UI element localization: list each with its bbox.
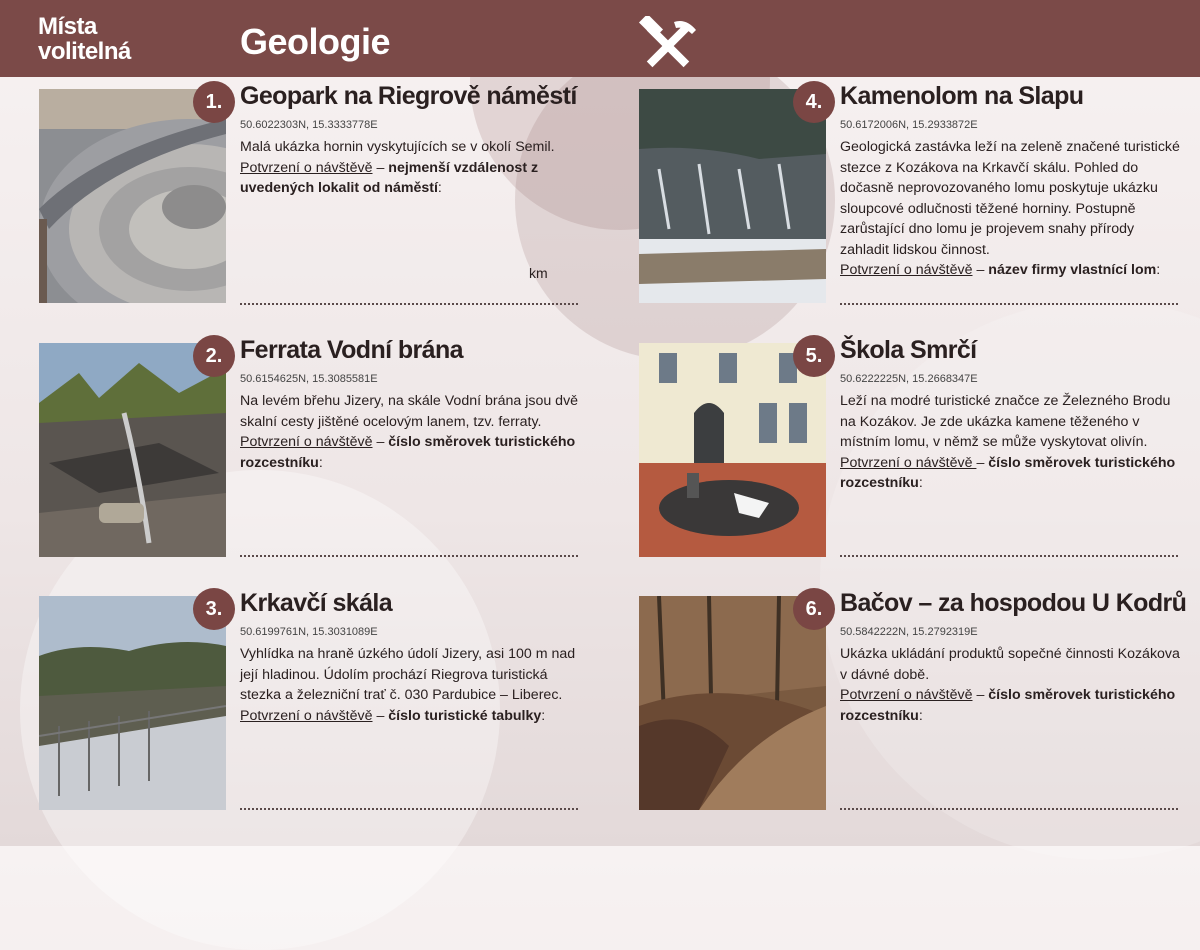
entry-title: Škola Smrčí (840, 336, 977, 364)
entry-title: Bačov – za hospodou U Kodrů (840, 589, 1187, 617)
answer-line[interactable] (240, 808, 578, 810)
page-header (0, 0, 1200, 77)
unit-label: km (529, 265, 548, 281)
description-text: Malá ukázka hornin vyskytujících se v okolí Semil. (240, 139, 555, 155)
entry-number: 2. (193, 335, 235, 377)
entry-number: 4. (793, 81, 835, 123)
page-title: Geologie (240, 21, 391, 62)
entry-description (840, 391, 1180, 494)
entry-coordinates: 50.6022303N, 15.3333778E (240, 119, 378, 131)
photo-ferrata (39, 343, 226, 557)
confirmation-question: název firmy vlastnící lom (988, 262, 1157, 278)
colon: : (918, 707, 923, 724)
entry-5 (639, 329, 1199, 549)
entry-number: 1. (193, 81, 235, 123)
entry-coordinates: 50.6172006N, 15.2933872E (840, 119, 978, 131)
entry-title: Ferrata Vodní brána (240, 336, 463, 364)
entry-coordinates: 50.6154625N, 15.3085581E (240, 373, 378, 385)
colon: : (1156, 262, 1161, 278)
entry-coordinates: 50.6199761N, 15.3031089E (240, 626, 378, 638)
colon: : (318, 454, 323, 471)
description-text: Geologická zastávka leží na zeleně značené turistické stezce z Kozákova na Krkavčí skálu. Pohled do dočasně neprovozovaného lomu poskytuje ukázku sloupcové odlučnosti těžené horniny. Postupně zarůstající dno lomu je projevem snahy přírody zahladit lidskou činnost. (840, 139, 1180, 258)
answer-line[interactable] (840, 555, 1178, 557)
colon: : (918, 475, 923, 491)
entry-4 (639, 75, 1199, 295)
description-text: Vyhlídka na hraně úzkého údolí Jizery, asi 100 m nad její hladinou. Údolím prochází Riegrova turistická stezka a železniční trať č. 030 Pardubice – Liberec. (240, 646, 576, 703)
section-label-line1: Místa (38, 13, 97, 40)
colon: : (437, 180, 442, 196)
entry-title: Krkavčí skála (240, 589, 393, 617)
answer-line[interactable] (240, 555, 578, 557)
entry-number: 3. (193, 588, 235, 630)
dash: – (372, 707, 389, 724)
visit-confirmation-label: Potvrzení o návštěvě (840, 454, 977, 471)
dash: – (372, 159, 389, 176)
dash: – (972, 262, 989, 278)
confirmation-question: číslo směrovek turistického rozcestníku (240, 434, 576, 471)
entry-6 (639, 582, 1199, 802)
entry-description (840, 137, 1180, 281)
hammer-and-pick-icon (638, 16, 698, 76)
entry-number: 6. (793, 588, 835, 630)
entry-1 (39, 75, 599, 295)
description-text: Na levém břehu Jizery, na skále Vodní brána jsou dvě skalní cesty jištěné ocelovým lanem, tzv. ferraty. (240, 393, 579, 430)
entry-title: Geopark na Riegrově náměstí (240, 82, 577, 110)
photo-krkavci-skala (39, 596, 226, 810)
entry-description (840, 644, 1180, 726)
section-label (38, 14, 131, 64)
answer-line[interactable] (840, 303, 1178, 305)
photo-geopark-square (39, 89, 226, 303)
entry-coordinates: 50.5842222N, 15.2792319E (840, 626, 978, 638)
entry-description (240, 137, 580, 199)
photo-bacov (639, 596, 826, 810)
visit-confirmation-label: Potvrzení o návštěvě (840, 687, 973, 703)
answer-line[interactable] (840, 808, 1178, 810)
entry-3 (39, 582, 599, 802)
confirmation-question: číslo směrovek turistického rozcestníku (840, 454, 1176, 491)
confirmation-question: nejmenší vzdálenost z uvedených lokalit od náměstí (240, 159, 539, 196)
photo-kamenolom (639, 89, 826, 303)
entry-2 (39, 329, 599, 549)
colon: : (541, 707, 546, 724)
visit-confirmation-label: Potvrzení o návštěvě (240, 434, 373, 450)
description-text: Ukázka ukládání produktů sopečné činnosti Kozákova v dávné době. (840, 646, 1180, 683)
entry-description (240, 391, 580, 473)
visit-confirmation-label: Potvrzení o návštěvě (240, 159, 373, 176)
answer-line[interactable] (240, 303, 578, 305)
photo-skola-smrci (639, 343, 826, 557)
confirmation-question: číslo směrovek turistického rozcestníku (840, 687, 1176, 724)
description-text: Leží na modré turistické značce ze Železného Brodu na Kozákov. Je zde ukázka kamene těženého v místním lomu, v němž se může vyskytovat olivín. (840, 393, 1171, 450)
entry-title: Kamenolom na Slapu (840, 82, 1084, 110)
dash: – (976, 454, 989, 471)
visit-confirmation-label: Potvrzení o návštěvě (240, 707, 373, 724)
entry-coordinates: 50.6222225N, 15.2668347E (840, 373, 978, 385)
visit-confirmation-label: Potvrzení o návštěvě (840, 262, 973, 278)
confirmation-question: číslo turistické tabulky (388, 707, 542, 724)
dash: – (972, 687, 989, 703)
dash: – (372, 434, 389, 450)
section-label-line2: volitelná (38, 38, 131, 65)
entry-number: 5. (793, 335, 835, 377)
entry-description (240, 644, 580, 726)
